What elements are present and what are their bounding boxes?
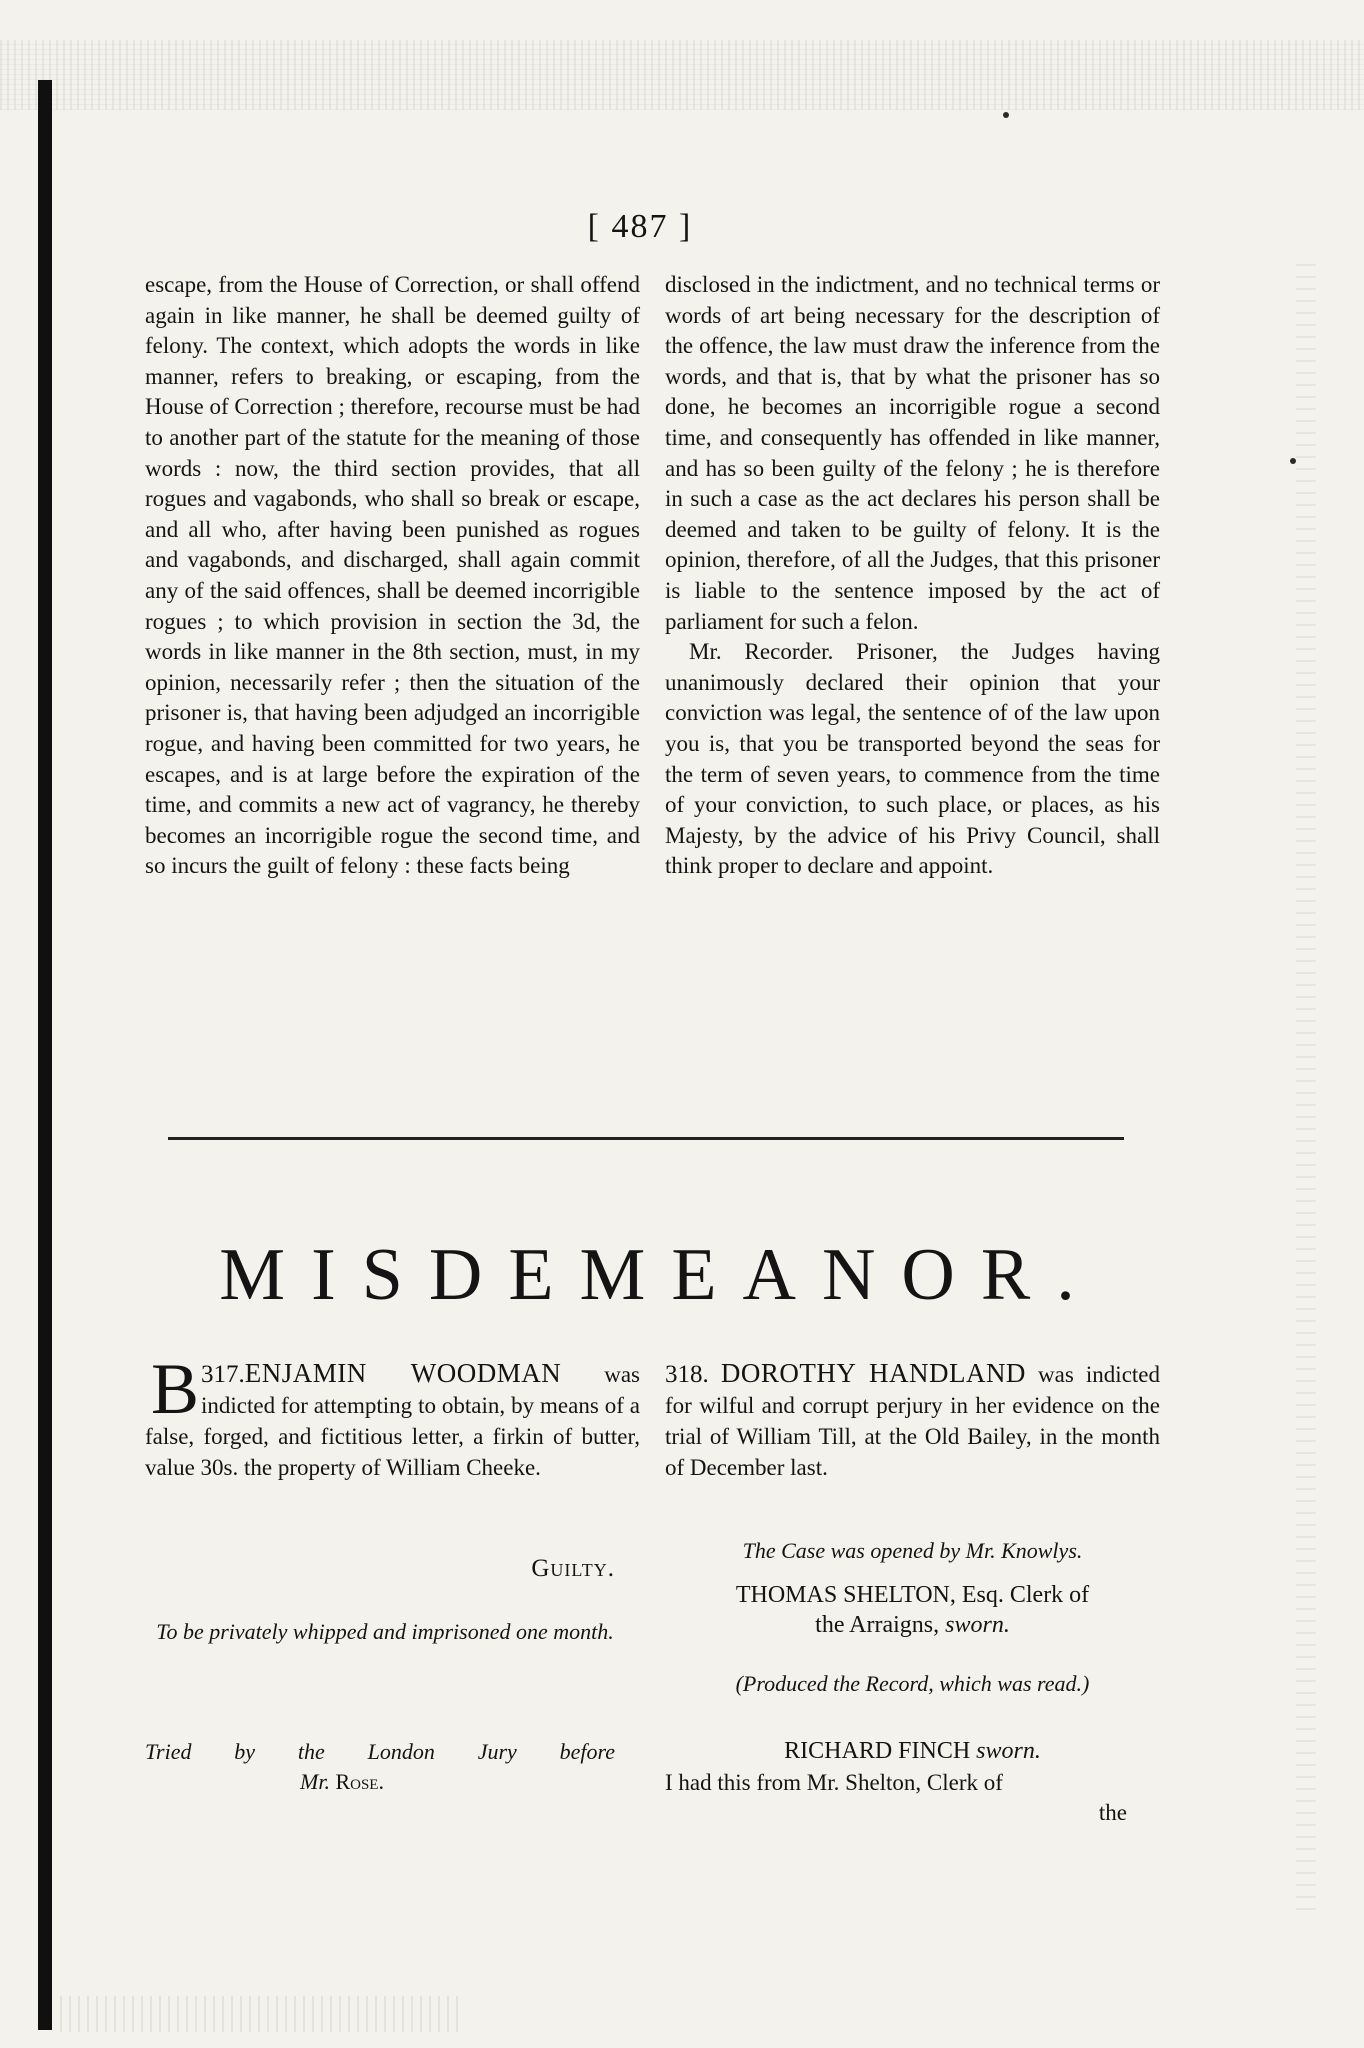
witness-finch-name: RICHARD FINCH <box>784 1738 971 1764</box>
testimony-line: I had this from Mr. Shelton, Clerk of <box>665 1770 1003 1795</box>
case-317-sentence: To be privately whipped and imprisoned one month. <box>156 1619 614 1644</box>
case-317-body: was indicted for attempting to obtain, by means of a false, forged, and fictitious letter, a firkin of butter, value 30s. the property of William Cheeke. <box>145 1362 640 1480</box>
section-divider-rule <box>168 1137 1124 1140</box>
page-number: [ 487 ] <box>587 208 693 245</box>
finch-testimony <box>665 1768 1135 1828</box>
judge-name: Rose. <box>335 1769 384 1794</box>
witness-shelton-name: THOMAS SHELTON, Esq. Clerk of <box>735 1582 1090 1608</box>
right-column <box>665 270 1160 882</box>
case-318-number: 318. <box>665 1361 709 1388</box>
tried-word: London <box>367 1739 435 1764</box>
case-317 <box>145 1349 640 1483</box>
judge-title: Mr. <box>300 1769 330 1794</box>
ink-smudge <box>1003 112 1009 118</box>
case-317-defendant-name: ENJAMIN WOODMAN <box>244 1358 562 1388</box>
witness-shelton-role: the Arraigns, <box>815 1612 940 1638</box>
case-318-opened-by: The Case was opened by Mr. Knowlys. <box>742 1538 1083 1563</box>
case-317-number: 317. <box>201 1361 245 1388</box>
case-318-body: was indicted for wilful and corrupt perjury in her evidence on the trial of William Till, at the Old Bailey, in the month of December last. <box>665 1362 1161 1480</box>
tried-line <box>145 1737 615 1767</box>
binding-edge-shadow <box>38 80 52 2030</box>
ink-smudge <box>1290 458 1296 464</box>
case-318-text <box>665 1358 1160 1483</box>
tried-word: Jury <box>477 1739 517 1764</box>
tried-word: by <box>234 1739 256 1764</box>
record-produced-note: (Produced the Record, which was read.) <box>735 1671 1090 1696</box>
case-318 <box>665 1358 1160 1483</box>
case-317-verdict: Guilty. <box>531 1555 615 1582</box>
tried-judge <box>145 1767 615 1797</box>
case-317-tried-before <box>145 1737 615 1797</box>
case-317-drop-cap: B <box>151 1349 200 1429</box>
scan-noise-right <box>1296 260 1316 1910</box>
witness-finch-sworn: sworn. <box>976 1738 1041 1764</box>
case-318-defendant-name: DOROTHY HANDLAND <box>720 1358 1026 1388</box>
witness-finch <box>665 1736 1160 1766</box>
tried-word: the <box>297 1739 325 1764</box>
witness-shelton-role-line <box>665 1610 1160 1640</box>
witness-shelton-sworn: sworn. <box>945 1612 1010 1638</box>
right-paragraph-2: Mr. Recorder. Prisoner, the Judges having unanimously declared their opinion that your conviction was legal, the sentence of of the law upon you is, that you be transported beyond the seas for the term of seven years, to commence from the time of your conviction, to such place, or places, as his Majesty, by the advice of his Privy Council, shall think proper to declare and appoint. <box>665 639 1160 879</box>
witness-shelton <box>665 1580 1160 1640</box>
scan-noise-bottom <box>60 1996 460 2032</box>
tried-word: Tried <box>145 1739 192 1764</box>
catchword: the <box>1098 1800 1127 1825</box>
scan-noise-top <box>0 40 1364 110</box>
tried-word: before <box>559 1739 615 1764</box>
right-paragraph-1: disclosed in the indictment, and no technical terms or words of art being necessary for the description of the offence, the law must draw the inference from the words, and that is, that by what the prisoner has so done, he becomes an incorrigible rogue a second time, and consequently has offended in like manner, and has so been guilty of the felony ; he is therefore in such a case as the act declares his person shall be deemed and taken to be guilty of felony. It is the opinion, therefore, of all the Judges, that this prisoner is liable to the sentence imposed by the act of parliament for such a felon. <box>665 272 1160 634</box>
section-heading: MISDEMEANOR. <box>219 1234 1101 1316</box>
left-paragraph-1: escape, from the House of Correction, or shall offend again in like manner, he shall be deemed guilty of felony. The context, which adopts the words in like manner, refers to breaking, or escaping, from the House of Correction ; therefore, recourse must be had to another part of the statute for the meaning of those words : now, the third section provides, that all rogues and vagabonds, who shall so break or escape, and all who, after having been punished as rogues and vagabonds, and discharged, shall again commit any of the said offences, shall be deemed incorrigible rogues ; to which provision in section the 3d, the words in like manner in the 8th section, must, in my opinion, necessarily refer ; then the situation of the prisoner is, that having been adjudged an incorrigible rogue, and having been committed for two years, he escapes, and is at large before the expiration of the time, and commits a new act of vagrancy, he thereby becomes an incorrigible rogue the second time, and so incurs the guilt of felony : these facts being <box>145 272 640 879</box>
left-column <box>145 270 640 882</box>
case-317-text <box>145 1349 640 1483</box>
